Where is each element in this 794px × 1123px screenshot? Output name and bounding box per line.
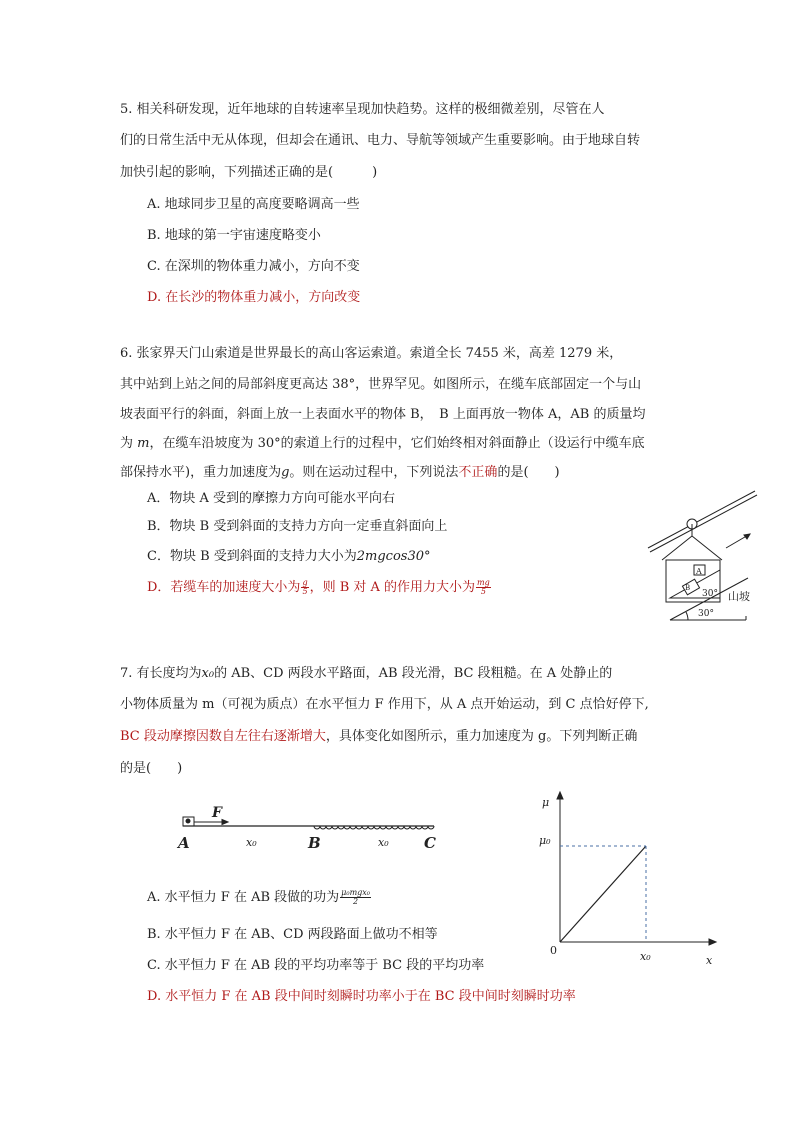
q6-option-c: C．物块 B 受到斜面的支持力大小为2mgcos30° (147, 549, 431, 564)
mu-line (560, 846, 646, 942)
cable-line (648, 491, 755, 548)
x0-label: x₀ (640, 950, 651, 963)
q6-stem-line-5: 部保持水平)，重力加速度为g。则在运动过程中，下列说法不正确的是( ) (120, 465, 560, 480)
force-label: F (212, 805, 222, 821)
q7-stem-line-2: 小物体质量为 m（可视为质点）在水平恒力 F 作用下，从 A 点开始运动，到 C 点恰好停下, (120, 697, 649, 712)
x0-left-label: x₀ (246, 836, 257, 849)
q6-stem-line-2: 其中站到上站之间的局部斜度更高达 38°，世界罕见。如图所示，在缆车底部固定一个与山 (120, 377, 642, 392)
x0-right-label: x₀ (378, 836, 389, 849)
q6-stem-line-1: 6. 张家界天门山索道是世界最长的高山客运索道。索道全长 7455 米，高差 1279 米， (120, 346, 623, 361)
q7-option-b: B. 水平恒力 F 在 AB、CD 两段路面上做功不相等 (147, 927, 438, 942)
q7-stem-line-3: BC 段动摩擦因数自左往右逐渐增大，具体变化如图所示，重力加速度为 g。下列判断正确 (120, 729, 638, 744)
q6-option-b: B．物块 B 受到斜面的支持力方向一定垂直斜面向上 (147, 519, 448, 534)
q7-option-a: A. 水平恒力 F 在 AB 段做的功为 $\frac{\text{μ₀mgx₀}}{2}$ (147, 888, 370, 906)
q5-option-a: A. 地球同步卫星的高度要略调高一些 (147, 197, 360, 212)
q7-stem-line-1: 7. 有长度均为x₀的 AB、CD 两段水平路面，AB 段光滑，BC 段粗糙。在 A 处静止的 (120, 666, 613, 681)
q6-option-a: A．物块 A 受到的摩擦力方向可能水平向右 (147, 491, 396, 506)
q7-track-figure (176, 800, 446, 855)
angle-ground: 30° (698, 609, 714, 619)
cable-line-lower (650, 495, 757, 552)
q7-mu-x-graph (536, 788, 726, 968)
point-a-label: A (178, 834, 190, 852)
q5-stem-line-1: 5. 相关科研发现，近年地球的自转速率呈现加快趋势。这样的极细微差别，尽管在人 (120, 102, 605, 117)
q7-option-d: D. 水平恒力 F 在 AB 段中间时刻瞬时功率小于在 BC 段中间时刻瞬时功率 (147, 989, 576, 1004)
slope-label: 山坡 (728, 590, 750, 603)
point-b-label: B (308, 834, 321, 852)
q5-option-c: C. 在深圳的物体重力减小，方向不变 (147, 259, 360, 274)
origin-label: 0 (550, 944, 557, 957)
point-c-label: C (424, 834, 436, 852)
angle-box: 30° (702, 589, 718, 599)
label-a: A (696, 567, 702, 576)
q6-stem-line-3: 坡表面平行的斜面，斜面上放一上表面水平的物体 B， B 上面再放一物体 A，AB 的质量均 (120, 407, 646, 422)
mu0-label: μ₀ (539, 834, 551, 847)
q6-stem-line-4: 为 m，在缆车沿坡度为 30°的索道上行的过程中，它们始终相对斜面静止（设运行中缆车底 (120, 436, 645, 451)
q5-option-b: B. 地球的第一宇宙速度略变小 (147, 228, 321, 243)
q7-option-c: C. 水平恒力 F 在 AB 段的平均功率等于 BC 段的平均功率 (147, 958, 485, 973)
q6-cable-car-figure (640, 488, 760, 628)
q5-stem-line-2: 们的日常生活中无从体现，但却会在通讯、电力、导航等领域产生重要影响。由于地球自转 (120, 133, 641, 148)
x-axis-label: x (706, 954, 713, 967)
rough-surface (314, 826, 434, 829)
y-axis-label: μ (542, 796, 550, 809)
q5-option-d: D. 在长沙的物体重力减小，方向改变 (147, 290, 361, 305)
q7-stem-line-4: 的是( ) (120, 761, 183, 776)
q5-stem-line-3: 加快引起的影响，下列描述正确的是( ) (120, 165, 378, 180)
label-b: B (685, 584, 691, 592)
q6-option-d: D．若缆车的加速度大小为 $\frac{g}{5}$ ，则 B 对 A 的作用力大小为 $\frac{mg}{5}$ (147, 578, 490, 596)
